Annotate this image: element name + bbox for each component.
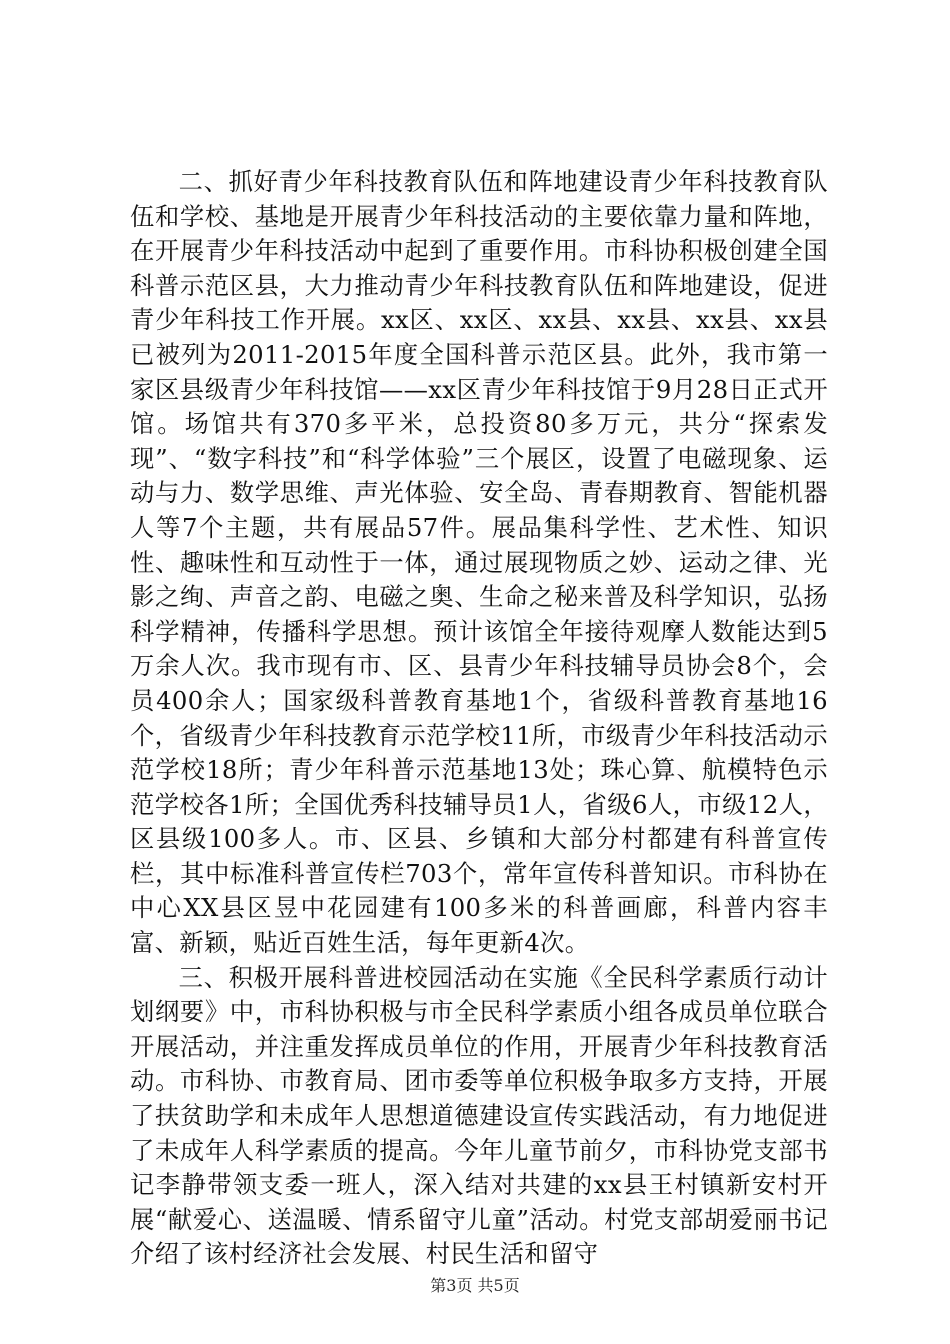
paragraph-section-three: 三、积极开展科普进校园活动在实施《全民科学素质行动计划纲要》中，市科协积极与市全民科学素质小组各成员单位联合开展活动，并注重发挥成员单位的作用，开展青少年科技教育活动。市科协、市教育局、团市委等单位积极争取多方支持，开展了扶贫助学和未成年人思想道德建设宣传实践活动，有力地促进了未成年人科学素质的提高。今年儿童节前夕，市科协党支部书记李静带领支委一班人，深入结对共建的xx县王村镇新安村开展“献爱心、送温暖、情系留守儿童”活动。村党支部胡爱丽书记介绍了该村经济社会发展、村民生活和留守 xyxy=(130,962,828,1269)
paragraph-section-two: 二、抓好青少年科技教育队伍和阵地建设青少年科技教育队伍和学校、基地是开展青少年科技活动的主要依靠力量和阵地，在开展青少年科技活动中起到了重要作用。市科协积极创建全国科普示范区县，大力推动青少年科技教育队伍和阵地建设，促进青少年科技工作开展。xx区、xx区、xx县、xx县、xx县、xx县已被列为2011-2015年度全国科普示范区县。此外，我市第一家区县级青少年科技馆——xx区青少年科技馆于9月28日正式开馆。场馆共有370多平米，总投资80多万元，共分“探索发现”、“数字科技”和“科学体验”三个展区，设置了电磁现象、运动与力、数学思维、声光体验、安全岛、青春期教育、智能机器人等7个主题，共有展品57件。展品集科学性、艺术性、知识性、趣味性和互动性于一体，通过展现物质之妙、运动之律、光影之绚、声音之韵、电磁之奥、生命之秘来普及科学知识，弘扬科学精神，传播科学思想。预计该馆全年接待观摩人数能达到5万余人次。我市现有市、区、县青少年科技辅导员协会8个，会员400余人；国家级科普教育基地1个，省级科普教育基地16个，省级青少年科技教育示范学校11所，市级青少年科技活动示范学校18所；青少年科普示范基地13处；珠心算、航模特色示范学校各1所；全国优秀科技辅导员1人，省级6人，市级12人，区县级100多人。市、区县、乡镇和大部分村都建有科普宣传栏，其中标准科普宣传栏703个，常年宣传科普知识。市科协在中心XX县区昱中花园建有100多米的科普画廊，科普内容丰富、新颖，贴近百姓生活，每年更新4次。 xyxy=(130,167,828,958)
page-number-footer: 第3页 共5页 xyxy=(430,1276,520,1295)
document-body xyxy=(130,165,828,1272)
